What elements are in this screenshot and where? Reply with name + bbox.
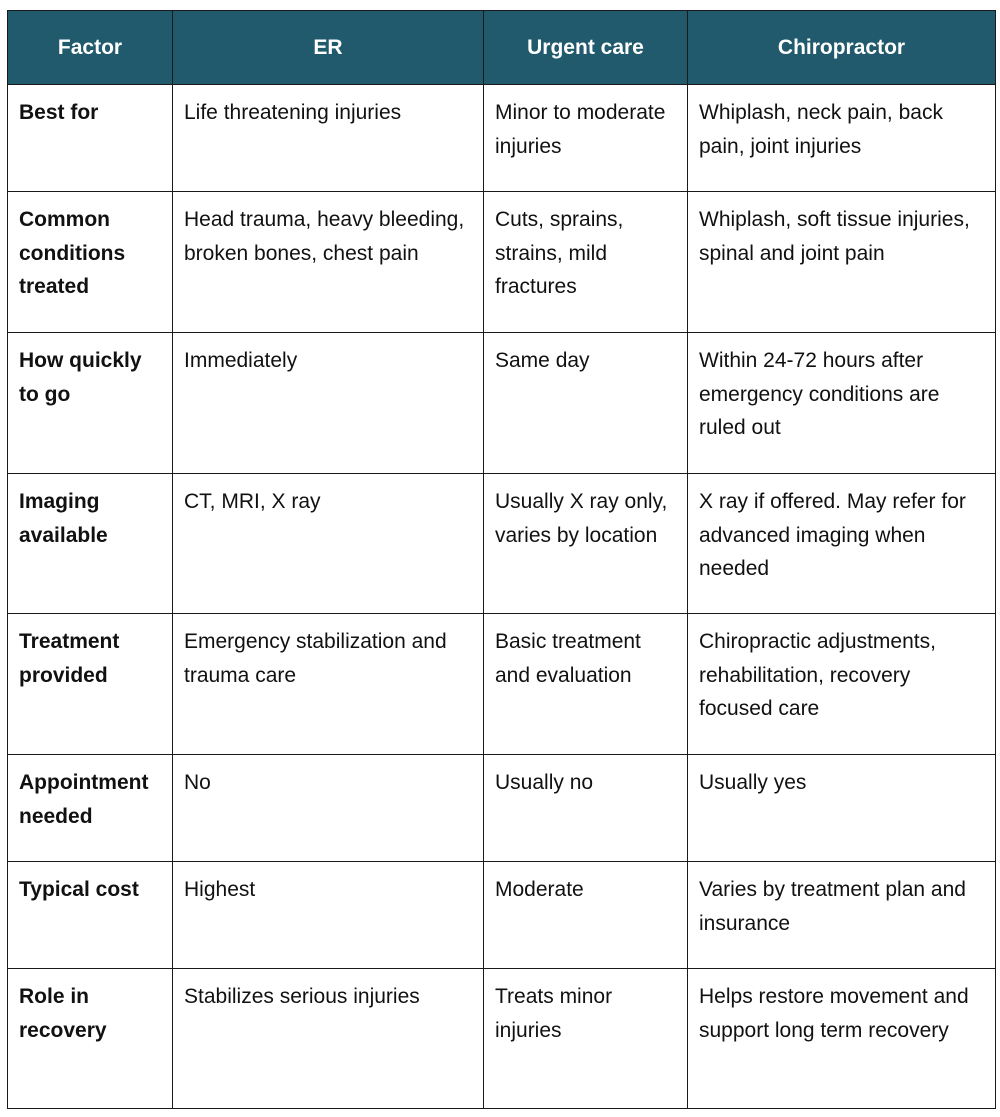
header-urgent-care: Urgent care [484,11,688,85]
table-row [8,755,996,862]
er-cell: Emergency stabilization and trauma care [173,614,484,755]
table-header [8,11,996,85]
chiropractor-cell: Helps restore movement and support long term recovery [688,969,996,1109]
chiropractor-cell: X ray if offered. May refer for advanced imaging when needed [688,474,996,614]
chiropractor-cell: Usually yes [688,755,996,862]
factor-cell: Typical cost [8,862,173,969]
table-row [8,85,996,192]
table-row [8,192,996,333]
er-cell: Life threatening injuries [173,85,484,192]
er-cell: Highest [173,862,484,969]
factor-cell: Role in recovery [8,969,173,1109]
factor-cell: Common conditions treated [8,192,173,333]
table-row [8,614,996,755]
chiropractor-cell: Varies by treatment plan and insurance [688,862,996,969]
header-row [8,11,996,85]
chiropractor-cell: Chiropractic adjustments, rehabilitation, recovery focused care [688,614,996,755]
chiropractor-cell: Within 24-72 hours after emergency conditions are ruled out [688,333,996,474]
er-cell: CT, MRI, X ray [173,474,484,614]
er-cell: Head trauma, heavy bleeding, broken bones, chest pain [173,192,484,333]
urgent-care-cell: Treats minor injuries [484,969,688,1109]
comparison-table [7,10,996,1109]
factor-cell: How quickly to go [8,333,173,474]
table-body [8,85,996,1109]
header-factor: Factor [8,11,173,85]
table-row [8,474,996,614]
chiropractor-cell: Whiplash, neck pain, back pain, joint injuries [688,85,996,192]
factor-cell: Appointment needed [8,755,173,862]
table-row [8,969,996,1109]
table-row [8,333,996,474]
urgent-care-cell: Usually no [484,755,688,862]
urgent-care-cell: Basic treatment and evaluation [484,614,688,755]
er-cell: Immediately [173,333,484,474]
factor-cell: Imaging available [8,474,173,614]
table-row [8,862,996,969]
factor-cell: Best for [8,85,173,192]
er-cell: No [173,755,484,862]
factor-cell: Treatment provided [8,614,173,755]
urgent-care-cell: Same day [484,333,688,474]
header-chiropractor: Chiropractor [688,11,996,85]
chiropractor-cell: Whiplash, soft tissue injuries, spinal and joint pain [688,192,996,333]
header-er: ER [173,11,484,85]
urgent-care-cell: Minor to moderate injuries [484,85,688,192]
urgent-care-cell: Moderate [484,862,688,969]
urgent-care-cell: Cuts, sprains, strains, mild fractures [484,192,688,333]
urgent-care-cell: Usually X ray only, varies by location [484,474,688,614]
er-cell: Stabilizes serious injuries [173,969,484,1109]
